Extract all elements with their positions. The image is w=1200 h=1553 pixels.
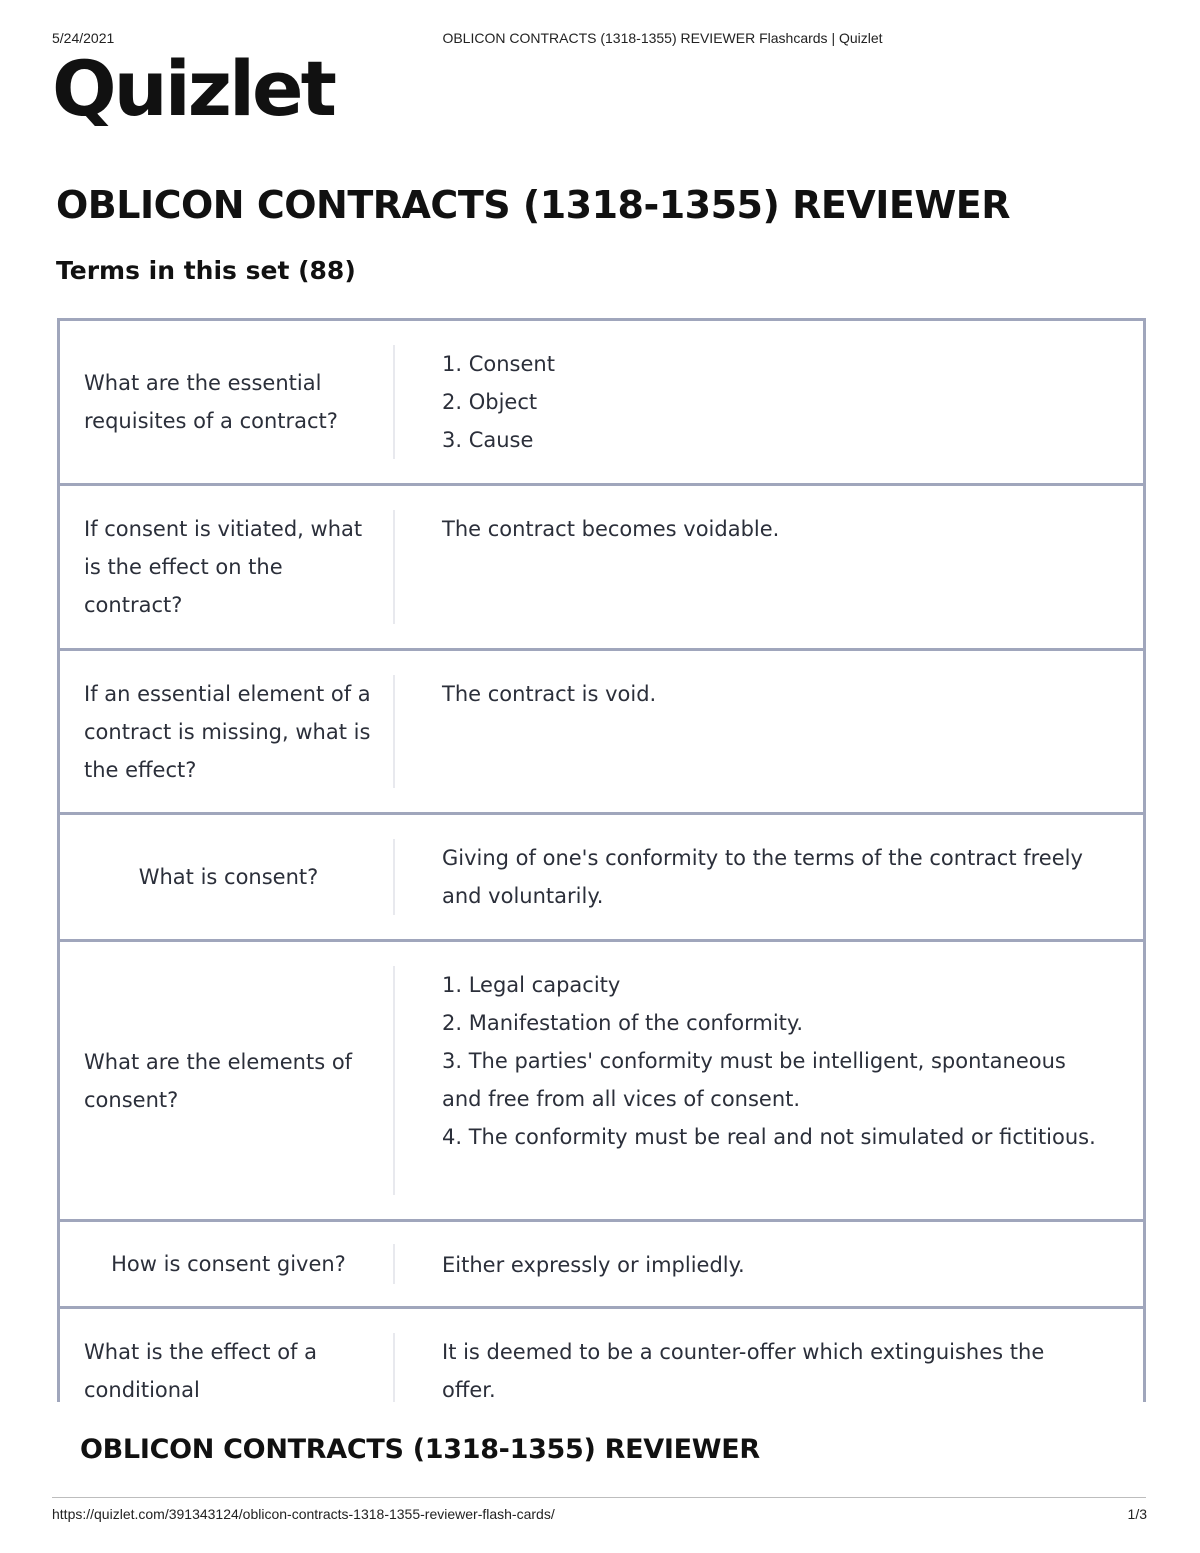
footer-set-title: OBLICON CONTRACTS (1318-1355) REVIEWER (80, 1434, 760, 1465)
set-title: OBLICON CONTRACTS (1318-1355) REVIEWER (56, 183, 1010, 227)
flashcard-term: What is consent? (138, 865, 319, 889)
page-number: 1/3 (1127, 1506, 1147, 1522)
print-page-title: OBLICON CONTRACTS (1318-1355) REVIEWER Flashcards | Quizlet (442, 30, 883, 46)
flashcard-definition: Either expressly or impliedly. (442, 1253, 745, 1277)
flashcard-row (57, 1219, 1146, 1306)
flashcard-row (57, 1306, 1146, 1402)
flashcard-definition: The contract becomes voidable. (442, 517, 780, 541)
flashcard-definition: Giving of one's conformity to the terms of the contract freely and voluntarily. (442, 846, 1083, 908)
flashcard-row (57, 318, 1146, 483)
flashcard-term: How is consent given? (111, 1252, 346, 1276)
flashcard-row (57, 483, 1146, 648)
quizlet-logo: Quizlet (52, 44, 334, 133)
flashcard-definition: It is deemed to be a counter-offer which extinguishes the offer. (442, 1340, 1045, 1402)
flashcard-definition: The contract is void. (442, 682, 657, 706)
flashcard-row (57, 812, 1146, 939)
flashcard-term: What is the effect of a conditional (84, 1340, 317, 1402)
flashcard-definition: 1. Consent 2. Object 3. Cause (442, 352, 555, 452)
page-url: https://quizlet.com/391343124/oblicon-contracts-1318-1355-reviewer-flash-cards/ (52, 1506, 555, 1522)
flashcard-term: If consent is vitiated, what is the effect on the contract? (84, 517, 363, 617)
footer-divider (52, 1497, 1146, 1498)
flashcard-term: If an essential element of a contract is missing, what is the effect? (84, 681, 371, 782)
flashcard-row (57, 939, 1146, 1219)
flashcard-term: What are the essential requisites of a contract? (84, 371, 338, 433)
print-date: 5/24/2021 (52, 30, 115, 46)
flashcard-row (57, 648, 1146, 812)
flashcard-list (57, 318, 1146, 1402)
flashcard-definition: 1. Legal capacity 2. Manifestation of the conformity. 3. The parties' conformity must be intelligent, spontaneous and free from all vices of consent. 4. The conformity must be real and not simulated or fictitious. (442, 973, 1096, 1149)
terms-count-heading: Terms in this set (88) (56, 256, 356, 285)
flashcard-term: What are the elements of consent? (84, 1049, 353, 1112)
